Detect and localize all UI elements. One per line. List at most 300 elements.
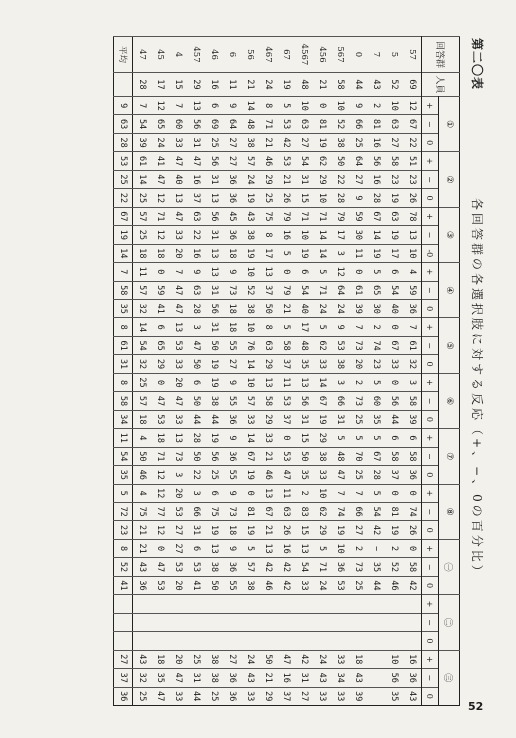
value-cell: 55 bbox=[223, 392, 241, 410]
value-cell: 38 bbox=[241, 576, 259, 594]
value-cell: 19 bbox=[385, 521, 403, 539]
value-cell: 34 bbox=[331, 669, 349, 687]
value-cell: 50 bbox=[133, 447, 152, 465]
value-cell: 65 bbox=[151, 115, 169, 133]
value-cell: 27 bbox=[114, 650, 133, 668]
value-cell: 53 bbox=[277, 115, 295, 133]
value-cell: 6 bbox=[187, 373, 205, 391]
value-cell: 30 bbox=[349, 226, 367, 244]
value-cell: 73 bbox=[223, 502, 241, 520]
value-cell: 27 bbox=[385, 133, 403, 151]
value-cell: 67 bbox=[259, 502, 277, 520]
value-cell: 37 bbox=[277, 687, 295, 706]
value-cell: 0 bbox=[403, 484, 422, 502]
value-cell: 36 bbox=[223, 226, 241, 244]
value-cell: 33 bbox=[169, 355, 187, 373]
value-cell: 56 bbox=[385, 669, 403, 687]
value-cell: 28 bbox=[331, 189, 349, 207]
value-cell: 79 bbox=[331, 207, 349, 225]
value-cell: 30 bbox=[367, 299, 385, 317]
value-cell: 73 bbox=[223, 281, 241, 299]
value-cell: 24 bbox=[313, 650, 331, 668]
value-cell: 50 bbox=[187, 355, 205, 373]
value-cell: 5 bbox=[349, 429, 367, 447]
value-cell: 43 bbox=[241, 669, 259, 687]
value-cell: 0 bbox=[403, 539, 422, 557]
count-cell: 15 bbox=[169, 73, 187, 97]
value-cell: 22 bbox=[331, 170, 349, 188]
value-cell: 12 bbox=[151, 521, 169, 539]
value-cell: 25 bbox=[133, 687, 152, 706]
value-cell: 8 bbox=[114, 539, 133, 557]
value-cell: 2 bbox=[367, 97, 385, 115]
value-cell bbox=[223, 595, 241, 613]
value-cell bbox=[313, 595, 331, 613]
value-cell: 54 bbox=[367, 502, 385, 520]
value-cell: 7 bbox=[349, 484, 367, 502]
value-cell: 19 bbox=[367, 244, 385, 262]
value-cell: 42 bbox=[277, 133, 295, 151]
value-cell: 14 bbox=[114, 244, 133, 262]
value-cell bbox=[133, 632, 152, 650]
value-cell bbox=[151, 632, 169, 650]
table-row bbox=[187, 37, 205, 706]
value-cell: 61 bbox=[403, 336, 422, 354]
value-cell: 31 bbox=[205, 281, 223, 299]
value-cell: 5 bbox=[367, 429, 385, 447]
value-cell: 27 bbox=[223, 355, 241, 373]
value-cell: 44 bbox=[205, 410, 223, 428]
value-cell: 31 bbox=[187, 521, 205, 539]
value-cell: 25 bbox=[114, 170, 133, 188]
value-cell bbox=[403, 595, 422, 613]
value-cell: 23 bbox=[403, 170, 422, 188]
value-cell: 36 bbox=[223, 410, 241, 428]
value-cell: 81 bbox=[385, 502, 403, 520]
value-cell: 63 bbox=[277, 502, 295, 520]
group-cell: 56 bbox=[241, 37, 259, 73]
value-cell: 63 bbox=[187, 207, 205, 225]
value-cell bbox=[259, 613, 277, 631]
value-cell: 29 bbox=[313, 521, 331, 539]
value-cell: 25 bbox=[133, 189, 152, 207]
value-cell: 5 bbox=[367, 484, 385, 502]
value-cell: 5 bbox=[313, 539, 331, 557]
value-cell: 6 bbox=[205, 484, 223, 502]
value-cell: 60 bbox=[367, 392, 385, 410]
value-cell bbox=[114, 595, 133, 613]
count-cell: 48 bbox=[295, 73, 313, 97]
value-cell: 21 bbox=[133, 521, 152, 539]
value-cell: 57 bbox=[133, 392, 152, 410]
value-cell: 38 bbox=[241, 133, 259, 151]
value-cell: 20 bbox=[169, 576, 187, 594]
value-cell: 13 bbox=[205, 263, 223, 281]
value-cell: 8 bbox=[259, 226, 277, 244]
table-row bbox=[313, 37, 331, 706]
value-cell: 40 bbox=[295, 299, 313, 317]
group-cell: 6 bbox=[223, 37, 241, 73]
value-cell: 6 bbox=[187, 539, 205, 557]
value-cell bbox=[205, 613, 223, 631]
value-cell: 52 bbox=[385, 558, 403, 576]
value-cell: 20 bbox=[169, 484, 187, 502]
value-cell: 5 bbox=[114, 484, 133, 502]
value-cell: 36 bbox=[133, 576, 152, 594]
value-cell: 54 bbox=[295, 152, 313, 170]
value-cell: 61 bbox=[133, 152, 152, 170]
value-cell: 17 bbox=[331, 226, 349, 244]
value-cell: 15 bbox=[295, 429, 313, 447]
value-cell bbox=[367, 613, 385, 631]
value-cell: 36 bbox=[331, 558, 349, 576]
count-cell: 52 bbox=[385, 73, 403, 97]
group-header: 回答群 bbox=[422, 37, 460, 73]
value-cell: 54 bbox=[133, 115, 152, 133]
value-cell: 76 bbox=[241, 336, 259, 354]
value-cell bbox=[403, 613, 422, 631]
value-cell: 0 bbox=[277, 429, 295, 447]
value-cell: 50 bbox=[259, 299, 277, 317]
value-cell: 13 bbox=[205, 189, 223, 207]
value-cell: 47 bbox=[169, 669, 187, 687]
value-cell: 79 bbox=[277, 207, 295, 225]
value-cell: 47 bbox=[151, 392, 169, 410]
value-cell: 43 bbox=[133, 558, 152, 576]
value-cell: 56 bbox=[295, 392, 313, 410]
value-cell: 65 bbox=[367, 281, 385, 299]
value-cell: 13 bbox=[169, 318, 187, 336]
value-cell: 47 bbox=[169, 392, 187, 410]
value-cell: 70 bbox=[349, 447, 367, 465]
value-cell: 59 bbox=[349, 207, 367, 225]
value-cell: 66 bbox=[349, 502, 367, 520]
value-cell: 61 bbox=[114, 336, 133, 354]
value-cell: 27 bbox=[169, 539, 187, 557]
value-cell: 18 bbox=[133, 244, 152, 262]
value-cell: 20 bbox=[169, 650, 187, 668]
value-cell bbox=[349, 613, 367, 631]
value-cell: 56 bbox=[205, 299, 223, 317]
value-cell: 3 bbox=[403, 373, 422, 391]
sign-header: 0 bbox=[422, 299, 439, 317]
value-cell: 24 bbox=[241, 170, 259, 188]
value-cell bbox=[169, 595, 187, 613]
value-cell: 73 bbox=[349, 336, 367, 354]
value-cell: 19 bbox=[313, 410, 331, 428]
value-cell: 63 bbox=[385, 207, 403, 225]
value-cell: 71 bbox=[259, 115, 277, 133]
value-cell: 67 bbox=[313, 392, 331, 410]
count-cell: 43 bbox=[367, 73, 385, 97]
value-cell: 71 bbox=[313, 558, 331, 576]
value-cell bbox=[241, 595, 259, 613]
value-cell: 20 bbox=[349, 355, 367, 373]
value-cell: 25 bbox=[349, 576, 367, 594]
value-cell bbox=[367, 687, 385, 706]
count-cell: 29 bbox=[187, 73, 205, 97]
value-cell: 14 bbox=[241, 429, 259, 447]
value-cell: 37 bbox=[187, 189, 205, 207]
value-cell: 62 bbox=[313, 152, 331, 170]
value-cell: 65 bbox=[151, 336, 169, 354]
value-cell: 47 bbox=[151, 170, 169, 188]
value-cell: 16 bbox=[367, 133, 385, 151]
value-cell: 32 bbox=[133, 299, 152, 317]
value-cell: 12 bbox=[151, 484, 169, 502]
value-cell: 18 bbox=[223, 244, 241, 262]
value-cell: 25 bbox=[205, 466, 223, 484]
value-cell: 0 bbox=[277, 263, 295, 281]
value-cell: 12 bbox=[151, 226, 169, 244]
table-row bbox=[133, 37, 152, 706]
value-cell: 47 bbox=[277, 466, 295, 484]
value-cell: 73 bbox=[349, 558, 367, 576]
value-cell: 63 bbox=[385, 115, 403, 133]
value-cell: 29 bbox=[259, 170, 277, 188]
value-cell: 83 bbox=[295, 502, 313, 520]
value-cell: 19 bbox=[313, 133, 331, 151]
page-number: 52 bbox=[468, 700, 484, 713]
table-row bbox=[169, 37, 187, 706]
value-cell: 0 bbox=[349, 263, 367, 281]
value-cell: 61 bbox=[349, 281, 367, 299]
value-cell: 21 bbox=[277, 170, 295, 188]
value-cell: 57 bbox=[133, 281, 152, 299]
count-cell: 24 bbox=[259, 73, 277, 97]
group-cell: 4567 bbox=[295, 37, 313, 73]
table-row bbox=[223, 37, 241, 706]
value-cell: 10 bbox=[385, 650, 403, 668]
value-cell: 6 bbox=[151, 318, 169, 336]
value-cell: 50 bbox=[205, 576, 223, 594]
value-cell: 9 bbox=[331, 318, 349, 336]
value-cell: 13 bbox=[205, 244, 223, 262]
value-cell bbox=[223, 632, 241, 650]
value-cell: 15 bbox=[295, 189, 313, 207]
value-cell: 74 bbox=[331, 502, 349, 520]
value-cell bbox=[241, 632, 259, 650]
value-cell bbox=[277, 632, 295, 650]
question-header: ① bbox=[439, 97, 460, 152]
value-cell: 11 bbox=[114, 429, 133, 447]
sign-header: 0 bbox=[422, 521, 439, 539]
value-cell bbox=[367, 632, 385, 650]
value-cell: 4 bbox=[133, 484, 152, 502]
value-cell: 47 bbox=[187, 152, 205, 170]
sign-header: + bbox=[422, 263, 439, 281]
title-row bbox=[462, 38, 490, 698]
sign-header: − bbox=[422, 502, 439, 520]
value-cell: 47 bbox=[169, 281, 187, 299]
value-cell: 53 bbox=[169, 502, 187, 520]
count-cell: 16 bbox=[205, 73, 223, 97]
value-cell: 57 bbox=[241, 152, 259, 170]
value-cell: 12 bbox=[403, 97, 422, 115]
question-header: ⑤ bbox=[439, 318, 460, 373]
value-cell: 24 bbox=[331, 299, 349, 317]
value-cell: 18 bbox=[349, 650, 367, 668]
value-cell: 16 bbox=[277, 226, 295, 244]
value-cell: 33 bbox=[313, 466, 331, 484]
value-cell: 14 bbox=[313, 244, 331, 262]
value-cell: 66 bbox=[349, 115, 367, 133]
value-cell: 10 bbox=[385, 97, 403, 115]
value-cell: 33 bbox=[313, 687, 331, 706]
value-cell bbox=[277, 613, 295, 631]
sign-header: − bbox=[422, 115, 439, 133]
value-cell: 56 bbox=[367, 152, 385, 170]
value-cell: 47 bbox=[187, 336, 205, 354]
value-cell: 54 bbox=[295, 281, 313, 299]
value-cell: 5 bbox=[277, 244, 295, 262]
value-cell: 29 bbox=[151, 355, 169, 373]
value-cell: 14 bbox=[367, 226, 385, 244]
group-cell: 平均 bbox=[114, 37, 133, 73]
value-cell: 31 bbox=[295, 170, 313, 188]
value-cell: 21 bbox=[259, 521, 277, 539]
value-cell: 58 bbox=[259, 392, 277, 410]
value-cell: 33 bbox=[169, 410, 187, 428]
value-cell bbox=[169, 632, 187, 650]
table-row bbox=[241, 37, 259, 706]
question-header: ㊂ bbox=[439, 650, 460, 705]
value-cell: 27 bbox=[295, 687, 313, 706]
value-cell: 3 bbox=[187, 484, 205, 502]
value-cell: 12 bbox=[151, 189, 169, 207]
value-cell: 22 bbox=[114, 189, 133, 207]
value-cell: 28 bbox=[187, 299, 205, 317]
value-cell: 77 bbox=[151, 502, 169, 520]
value-cell: 3 bbox=[187, 318, 205, 336]
value-cell: 56 bbox=[205, 207, 223, 225]
value-cell: 26 bbox=[277, 521, 295, 539]
value-cell: 38 bbox=[313, 447, 331, 465]
value-cell: 81 bbox=[313, 115, 331, 133]
value-cell bbox=[313, 632, 331, 650]
value-cell bbox=[205, 632, 223, 650]
value-cell: 33 bbox=[169, 226, 187, 244]
value-cell: 72 bbox=[114, 502, 133, 520]
value-cell: 36 bbox=[223, 189, 241, 207]
value-cell: 74 bbox=[367, 336, 385, 354]
value-cell: 36 bbox=[114, 687, 133, 706]
value-cell bbox=[385, 595, 403, 613]
value-cell: 22 bbox=[187, 466, 205, 484]
value-cell: 35 bbox=[295, 355, 313, 373]
sign-header: 0 bbox=[422, 466, 439, 484]
value-cell: 33 bbox=[241, 687, 259, 706]
value-cell: 13 bbox=[205, 539, 223, 557]
count-header: 人員 bbox=[422, 73, 460, 97]
value-cell: 19 bbox=[114, 226, 133, 244]
value-cell: 38 bbox=[331, 133, 349, 151]
value-cell: 14 bbox=[241, 355, 259, 373]
value-cell: 27 bbox=[223, 133, 241, 151]
value-cell: 63 bbox=[114, 115, 133, 133]
value-cell: 58 bbox=[403, 447, 422, 465]
value-cell bbox=[367, 669, 385, 687]
value-cell: 71 bbox=[151, 207, 169, 225]
value-cell: 47 bbox=[277, 650, 295, 668]
value-cell: 5 bbox=[277, 97, 295, 115]
value-cell: 79 bbox=[277, 281, 295, 299]
value-cell: 50 bbox=[331, 152, 349, 170]
value-cell: 13 bbox=[295, 373, 313, 391]
value-cell: 25 bbox=[187, 650, 205, 668]
value-cell bbox=[151, 613, 169, 631]
group-cell: 4 bbox=[169, 37, 187, 73]
value-cell bbox=[403, 632, 422, 650]
question-header: ⑦ bbox=[439, 429, 460, 484]
value-cell: 14 bbox=[313, 373, 331, 391]
value-cell: 7 bbox=[114, 263, 133, 281]
value-cell: 0 bbox=[241, 484, 259, 502]
sign-header: − bbox=[422, 558, 439, 576]
value-cell: 42 bbox=[259, 558, 277, 576]
value-cell: 46 bbox=[259, 152, 277, 170]
value-cell: 23 bbox=[367, 355, 385, 373]
count-cell: 69 bbox=[403, 73, 422, 97]
value-cell: 63 bbox=[187, 281, 205, 299]
value-cell: 28 bbox=[367, 189, 385, 207]
value-cell: 33 bbox=[259, 429, 277, 447]
value-cell: 48 bbox=[295, 336, 313, 354]
value-cell: 7 bbox=[169, 263, 187, 281]
value-cell: 53 bbox=[151, 410, 169, 428]
value-cell: 31 bbox=[205, 226, 223, 244]
value-cell: 25 bbox=[259, 189, 277, 207]
value-cell: 13 bbox=[259, 263, 277, 281]
sign-header: 0 bbox=[422, 133, 439, 151]
value-cell: 46 bbox=[259, 576, 277, 594]
value-cell: 9 bbox=[223, 429, 241, 447]
sign-header: 0 bbox=[422, 687, 439, 706]
sign-header: − bbox=[422, 170, 439, 188]
value-cell: 53 bbox=[187, 558, 205, 576]
value-cell: 40 bbox=[385, 299, 403, 317]
value-cell: 0 bbox=[151, 263, 169, 281]
value-cell bbox=[349, 595, 367, 613]
value-cell: 25 bbox=[349, 133, 367, 151]
value-cell: 9 bbox=[349, 189, 367, 207]
value-cell: 57 bbox=[241, 392, 259, 410]
value-cell: 20 bbox=[169, 373, 187, 391]
count-cell: 11 bbox=[223, 73, 241, 97]
value-cell: 26 bbox=[277, 189, 295, 207]
table-title: 各回答群の各選択肢に対する反応（+、−、0の百分比） bbox=[470, 198, 484, 580]
value-cell: 29 bbox=[313, 429, 331, 447]
value-cell: 9 bbox=[114, 97, 133, 115]
value-cell: 54 bbox=[133, 336, 152, 354]
value-cell: 44 bbox=[367, 576, 385, 594]
value-cell: 53 bbox=[277, 447, 295, 465]
value-cell: 27 bbox=[223, 650, 241, 668]
count-cell: 19 bbox=[277, 73, 295, 97]
value-cell: 47 bbox=[151, 558, 169, 576]
value-cell bbox=[295, 632, 313, 650]
value-cell: 5 bbox=[277, 318, 295, 336]
value-cell: 41 bbox=[151, 299, 169, 317]
value-cell: 46 bbox=[259, 466, 277, 484]
value-cell: 81 bbox=[367, 115, 385, 133]
value-cell: 11 bbox=[349, 244, 367, 262]
table-header bbox=[422, 37, 460, 706]
sign-header: + bbox=[422, 429, 439, 447]
value-cell bbox=[241, 613, 259, 631]
table-row bbox=[205, 37, 223, 706]
value-cell: 10 bbox=[241, 373, 259, 391]
